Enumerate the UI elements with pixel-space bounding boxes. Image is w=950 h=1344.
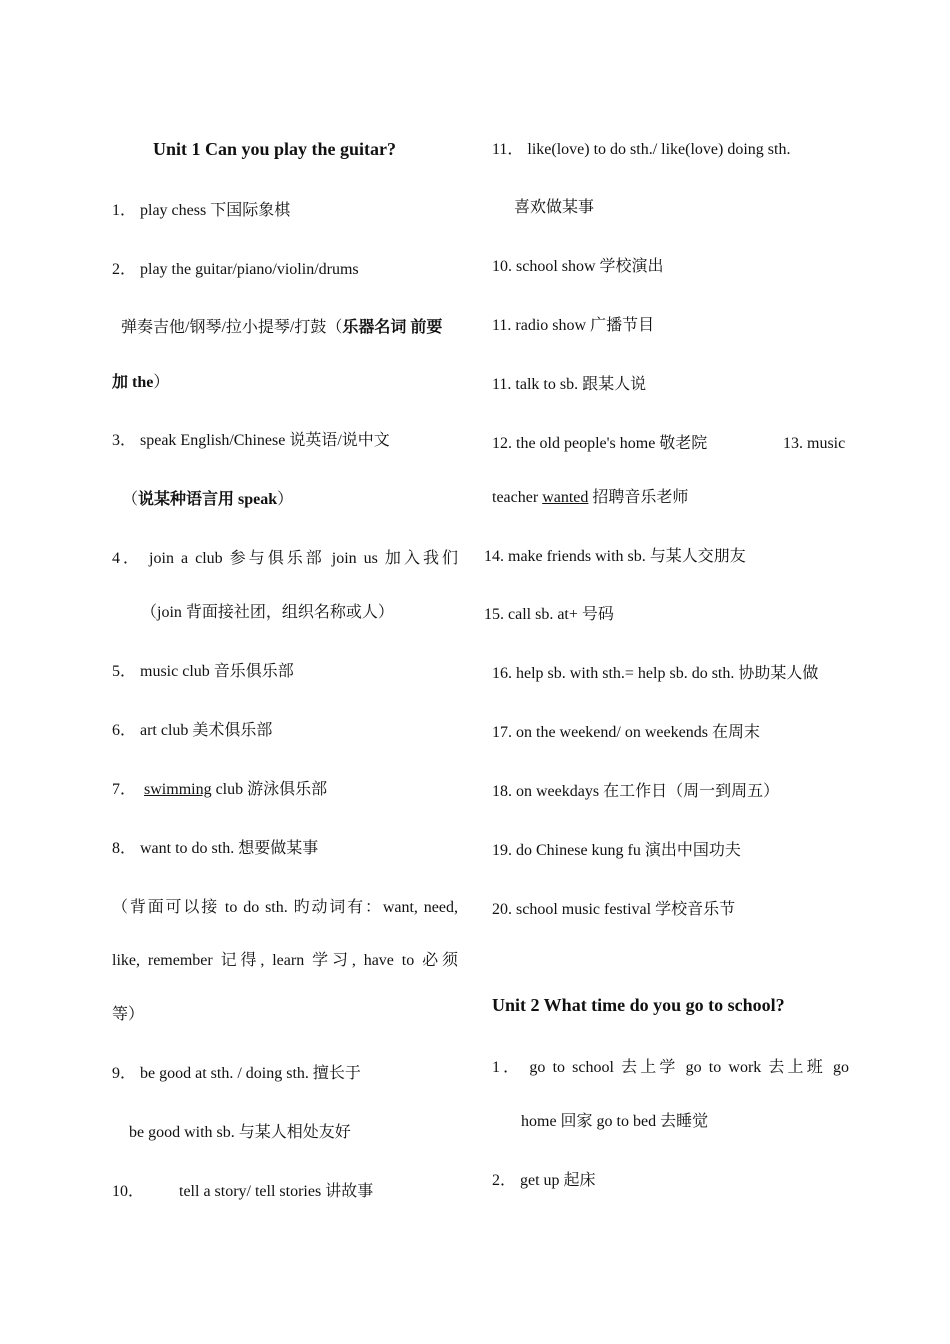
item-4: 4． join a club 参与俱乐部 join us 加入我们 — [112, 550, 458, 567]
unit2-title: Unit 2 What time do you go to school? — [492, 995, 785, 1015]
item-7: 7． swimming club 游泳俱乐部 — [112, 781, 328, 798]
item-9-b: be good with sb. 与某人相处友好 — [129, 1124, 351, 1141]
item-2: 2． play the guitar/piano/violin/drums — [112, 261, 359, 278]
unit2-item-1-cont: home 回家 go to bed 去睡觉 — [521, 1113, 709, 1130]
item-11b: 11. radio show 广播节目 — [492, 317, 655, 334]
item-3-note: （说某种语言用 speak） — [122, 491, 294, 508]
item-8: 8． want to do sth. 想要做某事 — [112, 840, 319, 857]
item-10-school-show: 10. school show 学校演出 — [492, 258, 664, 275]
unit2-item-2: 2． get up 起床 — [492, 1172, 596, 1189]
item-19: 19. do Chinese kung fu 演出中国功夫 — [492, 842, 741, 859]
item-6: 6． art club 美术俱乐部 — [112, 722, 273, 739]
item-12: 12. the old people's home 敬老院 — [492, 435, 708, 452]
item-20: 20. school music festival 学校音乐节 — [492, 901, 736, 918]
item-1: 1． play chess 下国际象棋 — [112, 202, 291, 219]
unit1-title: Unit 1 Can you play the guitar? — [153, 139, 397, 159]
item-9: 9． be good at sth. / doing sth. 擅长于 — [112, 1065, 361, 1082]
item-11a-translation: 喜欢做某事 — [514, 199, 595, 216]
item-4-note: （join 背面接社团，组织名称或人） — [141, 604, 394, 621]
item-14: 14. make friends with sb. 与某人交朋友 — [484, 548, 746, 565]
item-16: 16. help sb. with sth.= help sb. do sth. 协助某人做 — [492, 665, 819, 682]
unit2-item-1: 1． go to school 去上学 go to work 去上班 go — [492, 1059, 849, 1076]
item-17: 17. on the weekend/ on weekends 在周末 — [492, 724, 760, 741]
item-10-number: 10． — [112, 1183, 145, 1200]
item-8-note-line-3: 等） — [112, 1006, 145, 1023]
item-2-note: 加 the） — [112, 374, 170, 391]
item-13-cont: teacher wanted 招聘音乐老师 — [492, 489, 689, 506]
item-10: tell a story/ tell stories 讲故事 — [179, 1183, 374, 1200]
item-15: 15. call sb. at+ 号码 — [484, 606, 614, 623]
item-5: 5． music club 音乐俱乐部 — [112, 663, 294, 680]
item-11a: 11． like(love) to do sth./ like(love) doing sth. — [492, 141, 791, 158]
item-11c: 11. talk to sb. 跟某人说 — [492, 376, 647, 393]
item-18: 18. on weekdays 在工作日（周一到周五） — [492, 783, 780, 800]
item-3: 3． speak English/Chinese 说英语/说中文 — [112, 432, 390, 449]
item-8-note-line-2: like, remember 记得, learn 学习, have to 必须 — [112, 952, 458, 969]
item-2-translation: 弹奏吉他/钢琴/拉小提琴/打鼓（乐器名词 前要 — [121, 319, 443, 336]
item-13: 13. music — [783, 435, 846, 452]
item-8-note-line-1: （背面可以接 to do sth. 旳动词有：want, need, — [112, 899, 458, 916]
